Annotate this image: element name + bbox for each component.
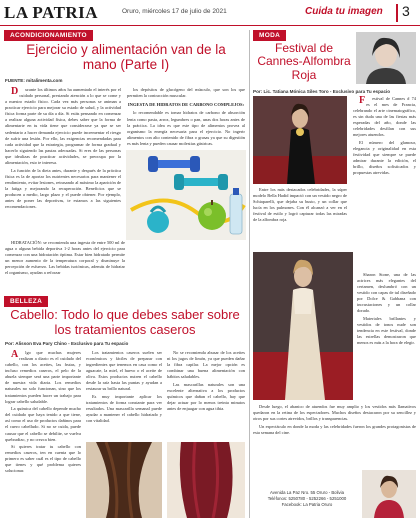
article3-paragraph: Algo que muchas mujeres realizan a diario es el cuidado del cabello, con los aceites, las frutas, y incluso remedios caseros, el pelo de la abuela siempre será una parte importante de nuestra vida diaria. Los remedios naturales no solo funcionan, sino que los tratamientos pueden hacer un trabajo para lograr cabello saludable. (5, 350, 81, 404)
cannes-photo-1 (253, 96, 347, 184)
article2-paragraph: El número del glamour, elegancia y originalidad en esta festividad que siempre se puede admirar durante la edición, el brillo, diseños sofisticados y propuestas atrevidas. (353, 140, 416, 176)
author-portrait-illustration (356, 32, 416, 84)
article1-subhead: INGESTA DE HIDRATOS DE CARBONO COMPLEJOS: (127, 102, 245, 108)
article2-column-3 (357, 272, 416, 404)
article3-paragraph: La química del cabello depende mucho del cuidado que haya tenido a que tiene, así como el uso de productos dañinos para el cuero cabelludo. Si no se cuida, puede causar que el cabello se debilite, se vuelva quebradizo, y no crezca bien. (5, 406, 81, 442)
article-title-cannes: Festival de Cannes-Alfombra Roja (257, 41, 351, 82)
article-tag-belleza: BELLEZA (4, 296, 48, 307)
hair-illustration-2 (167, 442, 245, 518)
article2-paragraph: Sharon Stone, una de las actrices más elegantes del certamen, deslumbró con un vestido con capas de tul diseñado por Dolce & Gabbana con incrustaciones y un collar dorado. (357, 272, 416, 314)
article3-paragraph: No se recomienda abusar de los aceites ni los jugos de limón, ya que pueden dañar la fibra capilar. La mejor opción es combinar una buena alimentación con hábitos saludables. (167, 350, 245, 380)
article1-paragraph: los depósitos de glucógeno del músculo, que son los que permiten la contracción muscular. (127, 87, 245, 99)
article2-byline: Por: Lic. Tatiana Mónica Siles Toro - Exclusivo para Tu espacio (253, 89, 391, 94)
cannes-illustration-1 (253, 96, 347, 184)
article2-column-1 (353, 96, 416, 268)
article1-paragraph: Durante los últimos años ha aumentado el interés por el cuidado personal, prestando atención a lo que se come y a nuestro estado físico. Cada vez más personas se animan a practicar ejercicio para mejorar su estado de salud, y la actividad física forma parte de su día a día. Si estás pensando en comenzar a realizar alguna actividad física, debes saber que la forma de alimentarte en tu vida tiene que considerarse ya que se ser sedentario a hacer demanda ejercicio puede incrementar el riesgo de sufrir una lesión. Por ello, las exigencias recomendadas para cada actividad que la estrategia, programar de forma gradual y hacerlo siguiendo las pautas adecuadas. Si eres de las personas que idealizas de practicar actividades, se preocupa por la alimentación, esto te interesa. (5, 87, 121, 165)
hair-photo-2 (167, 442, 245, 518)
article3-paragraph: Los tratamientos caseros suelen ser económicos y fáciles de preparar con ingredientes que tenemos en casa como el aguacate, la miel, el huevo o el aceite de oliva. Estos productos nutren el cabello desde la raíz hasta las puntas y ayudan a restaurar su brillo natural. (86, 350, 162, 392)
article3-paragraph: Las mascarillas naturales son una excelente alternativa a los productos químicos que dañan el cabello, hay que dejar actuar por lo menos treinta minutos antes de enjuagar con agua tibia. (167, 381, 245, 412)
column-divider (249, 30, 250, 518)
article3-paragraph: Si quieres tratar tu cabello con remedios caseros, ten en cuenta que lo primero es saber cuál es el tipo de cabello que tienes y qué problema quieres solucionar. (5, 444, 81, 474)
page-number-divider (396, 4, 398, 22)
fitness-illustration (126, 150, 246, 240)
section-title: Cuida tu imagen (305, 6, 383, 17)
article1-paragraph: La función de la dieta antes, durante y después de la práctica física es la de aportar los nutrientes necesarios para mantener el rendimiento, evitar lesiones, retrasando al máximo la aparición de la fatiga y mejorando la recuperación. Beneficios que se producen a medio, largo plazo y el puede obtener. Por ejemplo, antes de poner las deportivas, te estamos a las siguientes recomendaciones. (5, 167, 121, 209)
footer-photo-illustration (362, 470, 416, 518)
article3-byline: Por: Alisson Eva Pary Chino - Exclusivo para Tu espacio (5, 341, 129, 346)
dateline: Oruro, miércoles 17 de julio de 2021 (122, 8, 227, 15)
footer-phones: Teléfonos: 5250780 - 5252266 - 5251000 (267, 496, 347, 502)
article2-paragraph: Festival de Cannes # 74 es el mes de Francia, celebrando el arte cinematográfico, es sin duda una de las fiestas más esperadas del año, donde las celebridades desfilan con sus mejores atuendos. (353, 96, 416, 138)
hair-photo-1 (86, 442, 162, 518)
article3-column-1 (5, 350, 81, 518)
footer-address: Avenida La Paz Nro. 55 Oruro - Bolivia (270, 490, 344, 495)
article1-paragraph: HIDRATACIÓN: se recomienda una ingesta de entre 500 ml de agua o alguna bebida deportiva 1-2 horas antes del ejercicio para comenzar con una hidratación óptima. Estar bien hidratado permite un menor aumento de la temperatura corporal y disminuye la percepción de esfuerzo. Las bebidas isotónicas, además de hidratar el organismo, ayudan a reforzar (5, 240, 125, 276)
footer-social: Facebook: La Patria Oruro (281, 502, 333, 508)
article2-paragraph: Entre los más destacados celebridades, la súper modelo Bella Hadid impactó con un vestido negro de Schiaparelli, que dejaba su busto, y un collar que lucía en los pulmones. Con él alcanzó a ver en el festival de estilo y logró capturar todas las miradas de la alfombra roja. (253, 187, 347, 223)
article2-column-2 (253, 187, 347, 249)
newspaper-logo: LA PATRIA (4, 3, 99, 22)
article2-paragraph: Materiales brillantes y vestidos de tonos nude son tendencia en este festival, donde las estrellas demostraron que menos es más a la hora de elegir. (357, 316, 416, 346)
article-tag-acondicionamiento: ACONDICIONAMIENTO (4, 30, 93, 41)
article1-column-1 (5, 87, 121, 237)
article1-column-2 (127, 87, 245, 147)
page-header (0, 0, 420, 26)
page-number: 3 (402, 3, 410, 19)
article2-paragraph: Desde luego, el abanico de atuendos fue muy amplio y los vestidos más llamativos quedaron en la retina de los espectadores. Muchos diseños destacaron por su sencillez y otros por sus cortes atrevidos, brillos y transparencias. (253, 404, 416, 422)
author-portrait (356, 32, 416, 84)
contact-footer (256, 490, 358, 508)
article2-column-4 (253, 404, 416, 468)
article1-paragraph: lo recomendable es tomar hidratos de carbono de absorción lenta como pasta, arroz, legumbres o pan, unas dos horas antes de la práctica. La idea es que este tipo de alimentos provea al organismo la energía necesaria para el ejercicio. No ingerir alimentos con alto contenido de fibra o grasas ya que su digestión es más lenta y pueden causar molestias gástricas. (127, 110, 245, 146)
article-tag-moda: MODA (253, 30, 286, 41)
article2-paragraph: Un espectáculo en donde la moda y las celebridades fueron los grandes protagonistas de esta semana del cine. (253, 423, 416, 435)
article-title-ejercicio: Ejercicio y alimentación van de la mano (Parte I) (26, 42, 226, 73)
hair-illustration-1 (86, 442, 162, 518)
article-source: FUENTE: mitalimenta.com (5, 78, 63, 83)
article-title-cabello: Cabello: Todo lo que debes saber sobre los tratamientos caseros (10, 307, 240, 337)
footer-photo (362, 470, 416, 518)
article3-paragraph: Es muy importante aplicar los tratamientos de forma constante para ver resultados. Una mascarilla semanal puede ayudar a mantener el cabello hidratado y con vitalidad. (86, 394, 162, 424)
cannes-illustration-2 (253, 252, 353, 400)
article3-column-3 (167, 350, 245, 440)
fitness-food-photo (126, 150, 246, 240)
article1-column-3 (5, 240, 125, 292)
cannes-photo-2 (253, 252, 353, 400)
article3-column-2 (86, 350, 162, 440)
